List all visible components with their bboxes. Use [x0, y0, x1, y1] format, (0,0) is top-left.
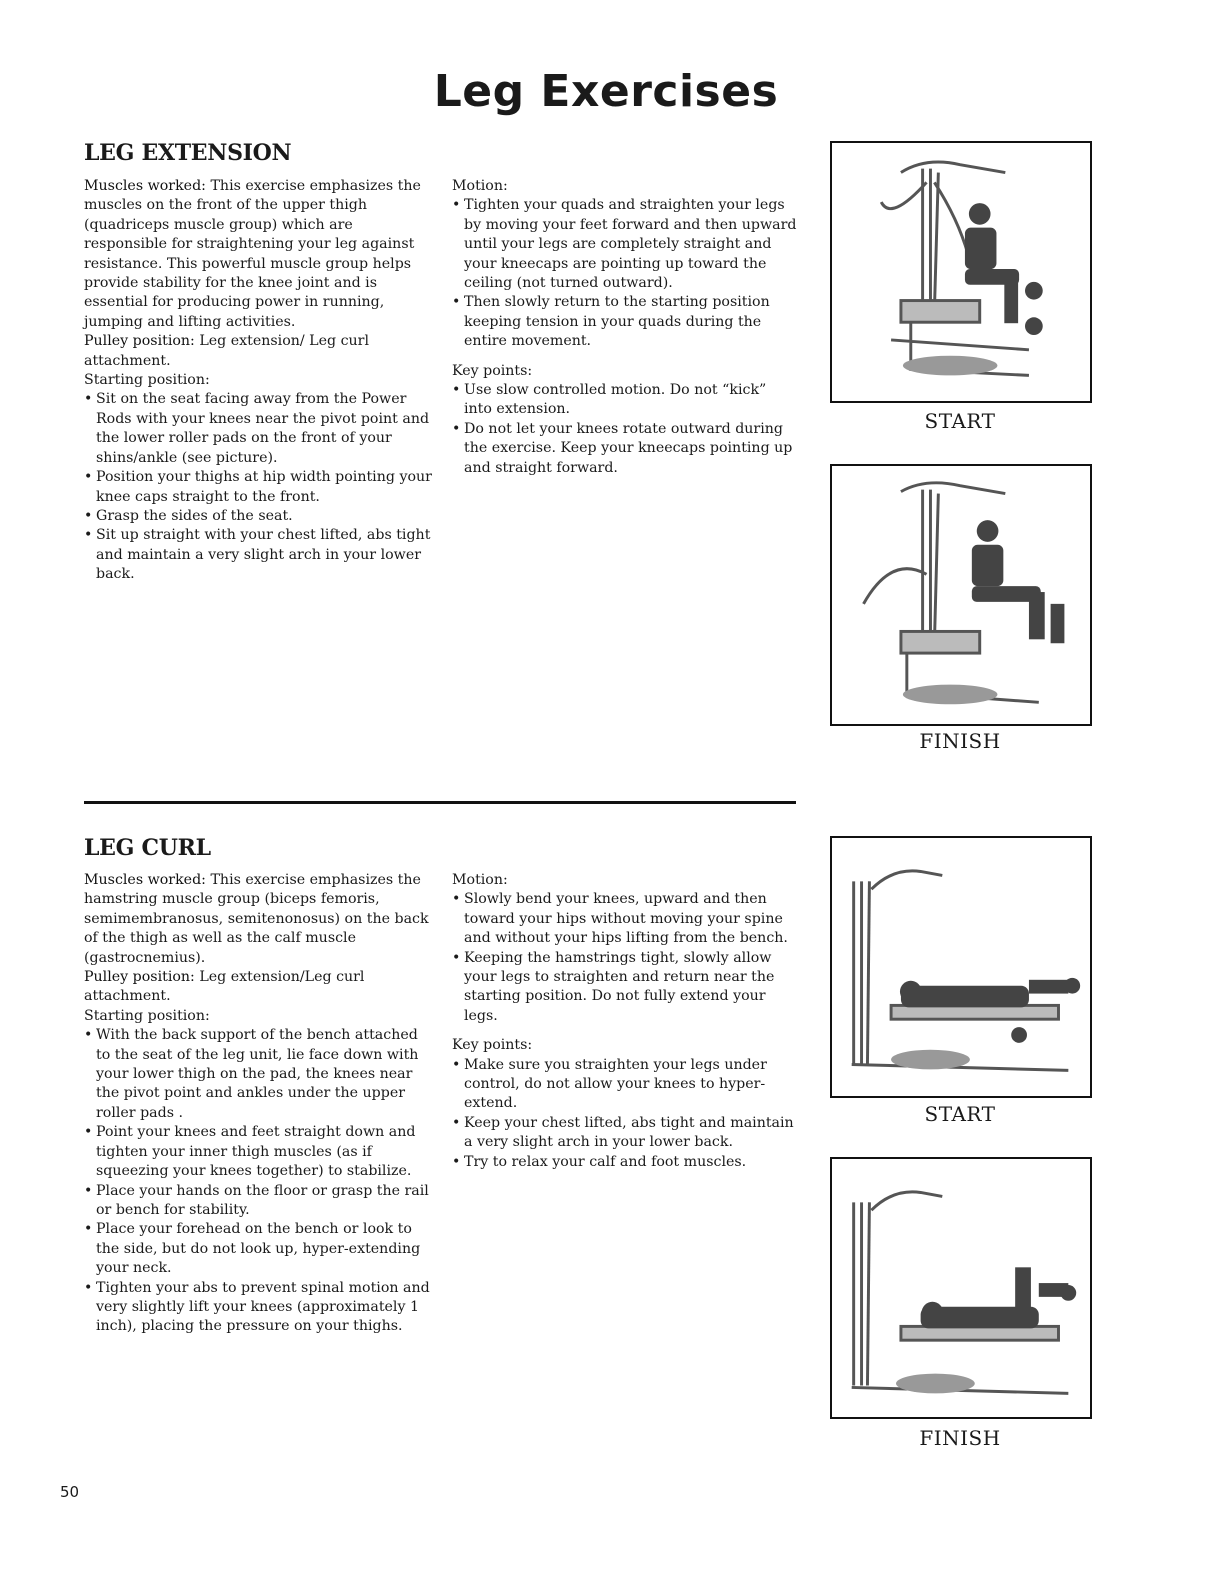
starting-position-label: Starting position: — [84, 1007, 210, 1024]
list-item: • Place your forehead on the bench or look to the side, but do not look up, hyper-extending your neck. — [84, 1220, 434, 1278]
motion-label: Motion: — [452, 872, 508, 888]
list-item: • Tighten your quads and straighten your legs by moving your feet forward and then upward until your legs are completely straight and your kneecaps are pointing up toward the ceiling (not turned outward). — [452, 196, 797, 293]
muscles-text: This exercise emphasizes the hamstring muscle group (biceps femoris, semimembranosus, semitenonosus) on the back of the thigh as well as the calf muscle (gastrocnemius). — [84, 872, 429, 966]
list-item: • Grasp the sides of the seat. — [84, 507, 434, 526]
list-item: • Make sure you straighten your legs under control, do not allow your knees to hyper-extend. — [452, 1056, 797, 1114]
list-item: • Position your thighs at hip width pointing your knee caps straight to the front. — [84, 468, 434, 507]
muscles-label: Muscles worked: — [84, 178, 206, 194]
leg-curl-finish-illustration — [832, 1159, 1090, 1417]
pulley-label: Pulley position: — [84, 969, 195, 986]
list-item: • Sit on the seat facing away from the Power Rods with your knees near the pivot point and the lower roller pads on the front of your shins/ankle (see picture). — [84, 390, 434, 468]
muscles-text: This exercise emphasizes the muscles on the front of the upper thigh (quadriceps muscle group) which are responsible for straightening your leg against resistance. This powerful muscle group helps provide stability for the knee joint and is essential for producing power in running, jumping and lifting activities. — [84, 178, 421, 330]
leg-extension-finish-caption: FINISH — [919, 729, 1001, 753]
leg-curl-start-caption: START — [924, 1102, 996, 1126]
list-item: • Use slow controlled motion. Do not “kick” into extension. — [452, 381, 797, 420]
leg-extension-key-list — [452, 381, 797, 478]
leg-curl-motion-list — [452, 890, 797, 1026]
leg-extension-start-caption: START — [924, 409, 996, 433]
motion-label: Motion: — [452, 178, 508, 194]
pulley-text: Leg extension/Leg curl attachment. — [84, 969, 365, 1005]
leg-curl-heading: LEG CURL — [84, 835, 211, 861]
key-points-label: Key points: — [452, 1037, 533, 1054]
starting-position-label: Starting position: — [84, 372, 210, 389]
leg-curl-pulley-paragraph — [84, 968, 434, 1007]
leg-extension-finish-illustration — [832, 466, 1090, 724]
list-item: • Keep your chest lifted, abs tight and maintain a very slight arch in your lower back. — [452, 1114, 797, 1153]
leg-extension-pulley-paragraph — [84, 332, 434, 371]
key-points-label: Key points: — [452, 362, 533, 379]
list-item: • Do not let your knees rotate outward during the exercise. Keep your kneecaps pointing up and straight forward. — [452, 420, 797, 478]
pulley-label: Pulley position: — [84, 333, 195, 350]
leg-extension-motion-list — [452, 196, 797, 351]
list-item: • Sit up straight with your chest lifted, abs tight and maintain a very slight arch in your lower back. — [84, 526, 434, 584]
pulley-text: Leg extension/ Leg curl attachment. — [84, 333, 369, 369]
list-item: • Try to relax your calf and foot muscles. — [452, 1153, 797, 1172]
leg-curl-right-column — [452, 871, 797, 1172]
page-title: Leg Exercises — [433, 66, 779, 117]
list-item: • Then slowly return to the starting position keeping tension in your quads during the entire movement. — [452, 293, 797, 351]
leg-curl-muscles-paragraph — [84, 871, 434, 968]
list-item: • Slowly bend your knees, upward and then toward your hips without moving your spine and without your hips lifting from the bench. — [452, 890, 797, 948]
leg-curl-left-column — [84, 871, 434, 1337]
leg-extension-start-photo — [830, 141, 1092, 403]
leg-curl-starting-list — [84, 1026, 434, 1337]
leg-extension-heading: LEG EXTENSION — [84, 140, 292, 166]
muscles-label: Muscles worked: — [84, 872, 206, 888]
leg-extension-right-column — [452, 177, 797, 478]
leg-curl-start-illustration — [832, 838, 1090, 1096]
leg-extension-muscles-paragraph — [84, 177, 434, 332]
leg-curl-finish-photo — [830, 1157, 1092, 1419]
list-item: • Keeping the hamstrings tight, slowly allow your legs to straighten and return near the starting position. Do not fully extend your legs. — [452, 949, 797, 1027]
leg-extension-finish-photo — [830, 464, 1092, 726]
leg-curl-key-list — [452, 1056, 797, 1172]
leg-extension-start-illustration — [832, 143, 1090, 401]
list-item: • Point your knees and feet straight down and tighten your inner thigh muscles (as if squeezing your knees together) to stabilize. — [84, 1123, 434, 1181]
page-number: 50 — [60, 1483, 80, 1501]
list-item: • Tighten your abs to prevent spinal motion and very slightly lift your knees (approximately 1 inch), placing the pressure on your thighs. — [84, 1279, 434, 1337]
section-divider — [84, 801, 796, 804]
leg-curl-finish-caption: FINISH — [919, 1426, 1001, 1450]
list-item: • Place your hands on the floor or grasp the rail or bench for stability. — [84, 1182, 434, 1221]
list-item: • With the back support of the bench attached to the seat of the leg unit, lie face down with your lower thigh on the pad, the knees near the pivot point and ankles under the upper roller pads . — [84, 1026, 434, 1123]
leg-extension-left-column — [84, 177, 434, 585]
leg-curl-start-photo — [830, 836, 1092, 1098]
leg-extension-starting-list — [84, 390, 434, 584]
